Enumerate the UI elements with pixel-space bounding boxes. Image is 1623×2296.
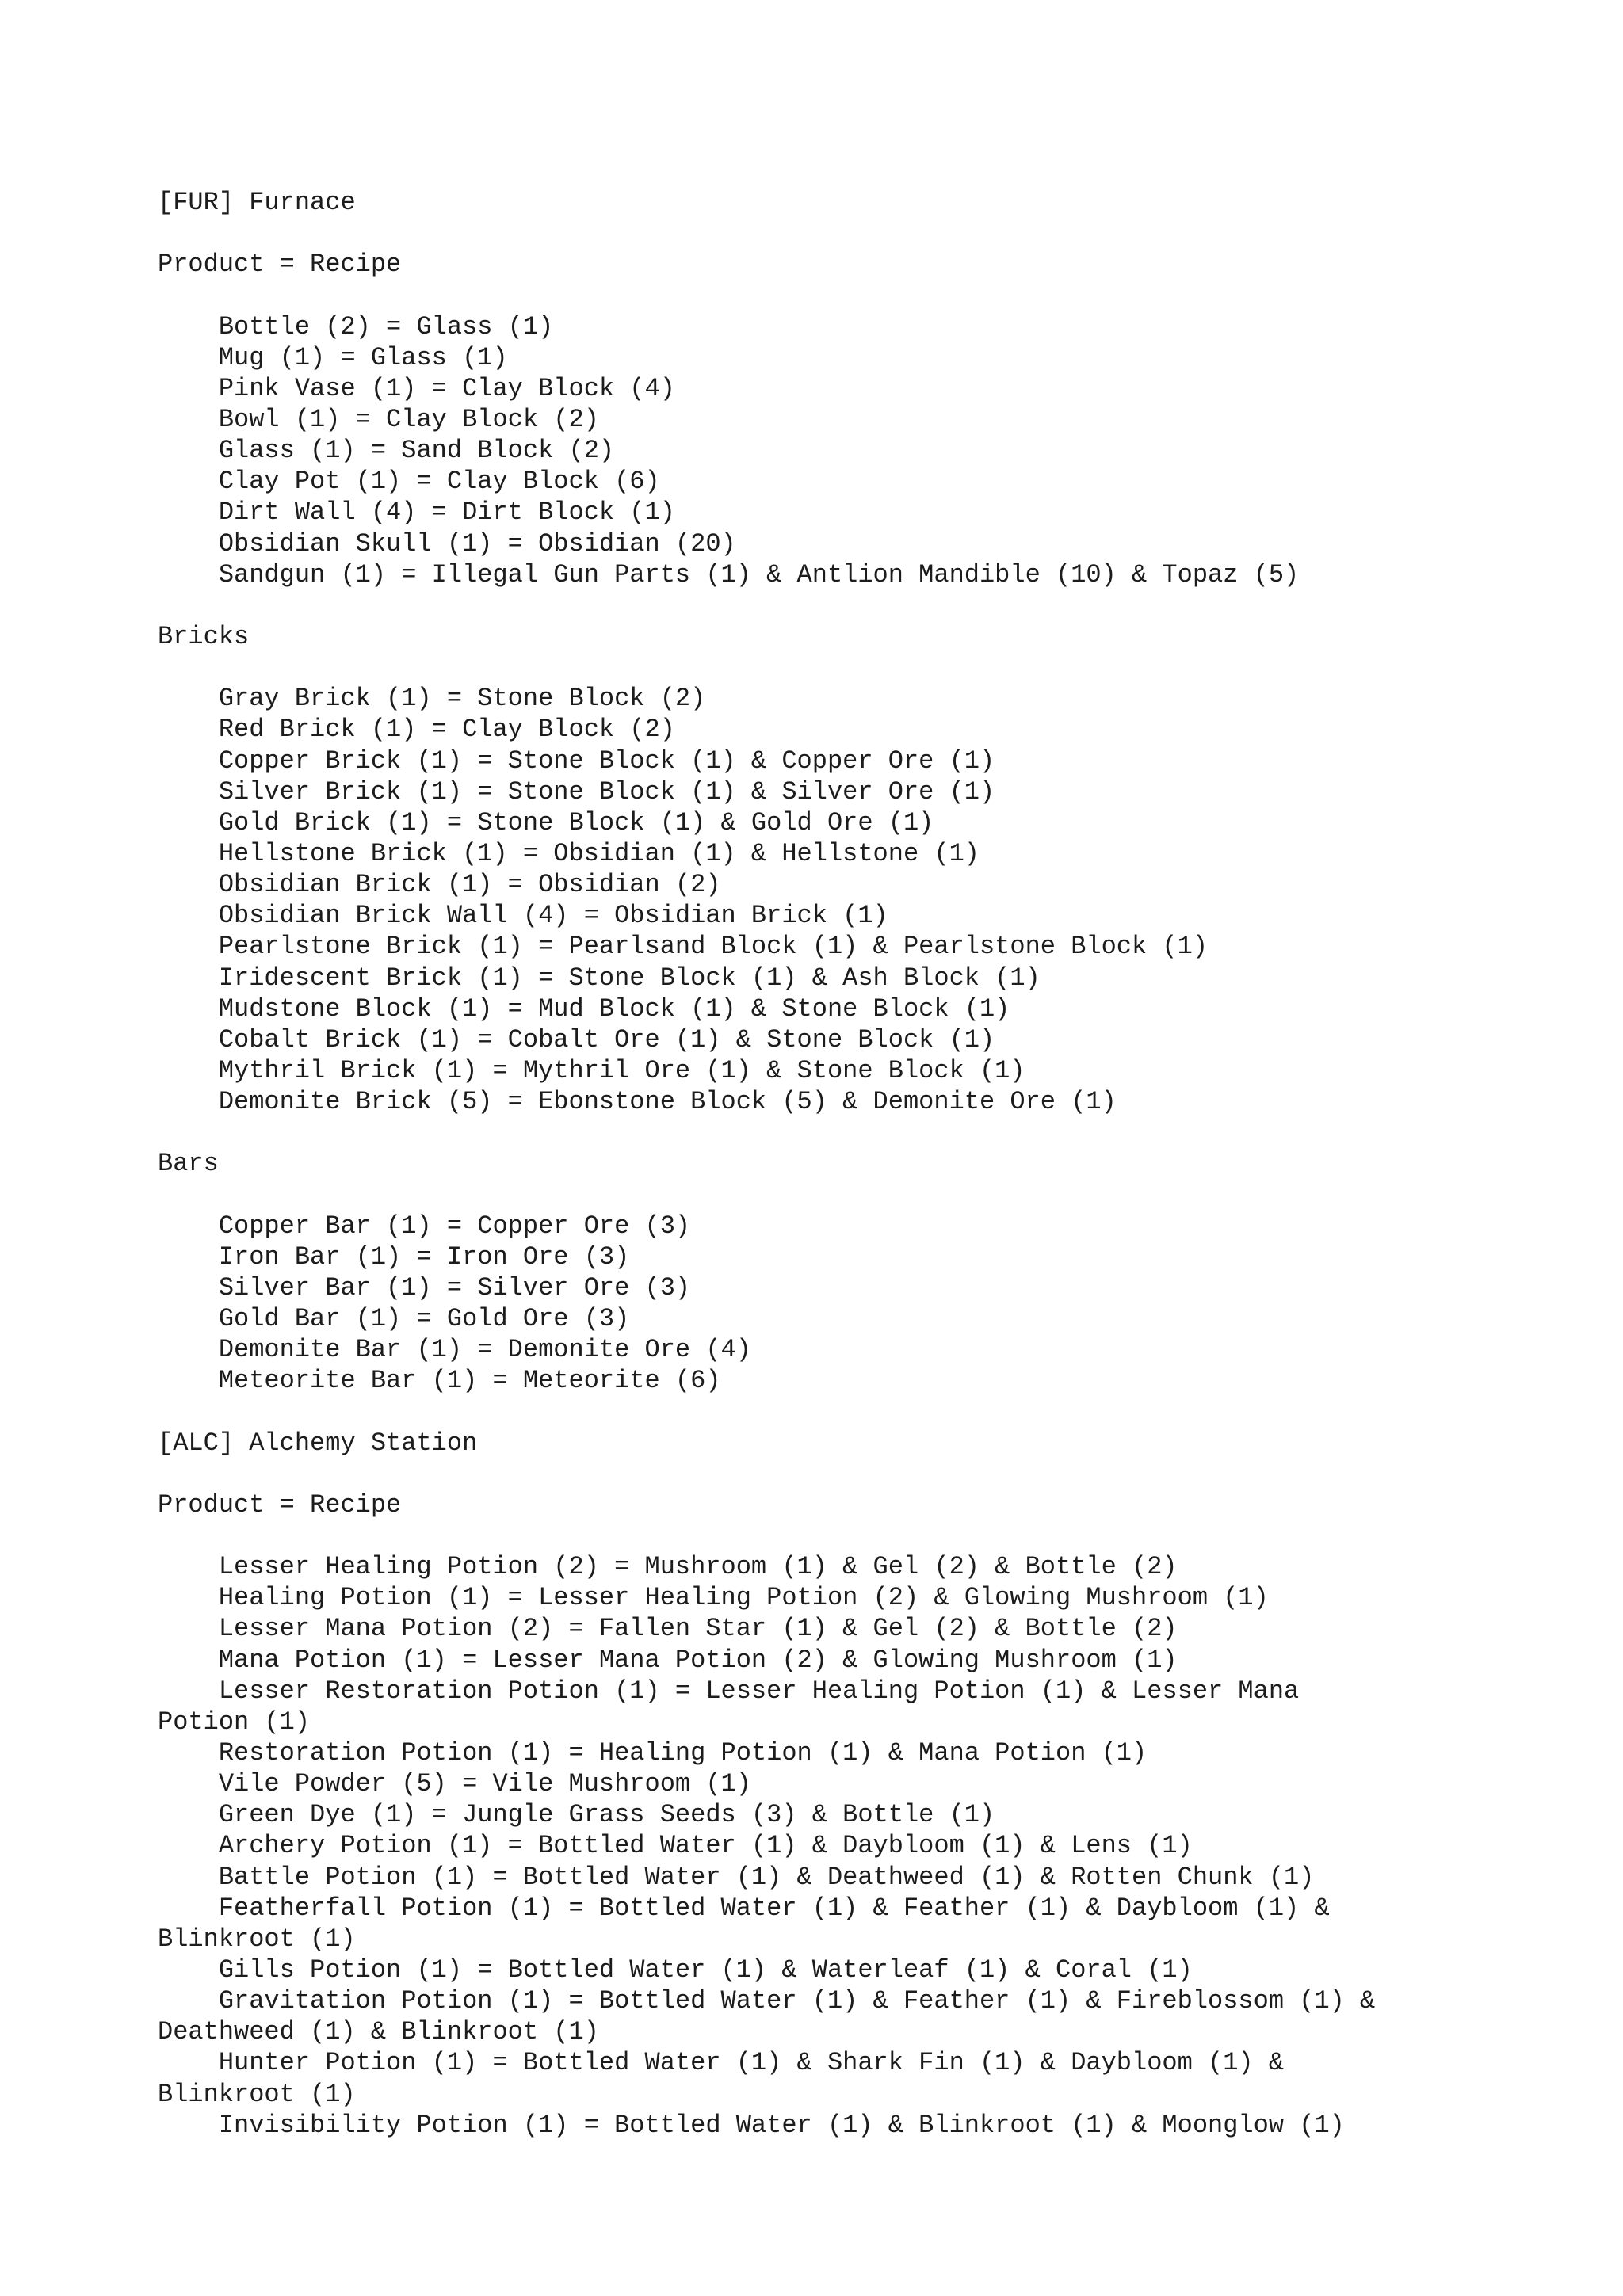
text-line: Pearlstone Brick (1) = Pearlsand Block (1) & Pearlstone Block (1) xyxy=(158,932,1209,962)
text-line: Green Dye (1) = Jungle Grass Seeds (3) & Bottle (1) xyxy=(158,1800,995,1830)
text-line: Lesser Mana Potion (2) = Fallen Star (1) & Gel (2) & Bottle (2) xyxy=(158,1614,1178,1644)
text-line: Battle Potion (1) = Bottled Water (1) & Deathweed (1) & Rotten Chunk (1) xyxy=(158,1862,1315,1892)
text-line: Silver Bar (1) = Silver Ore (3) xyxy=(158,1272,691,1302)
blank-line xyxy=(158,1117,1584,1148)
blank-line xyxy=(158,1180,1584,1211)
text-line: Healing Potion (1) = Lesser Healing Potion (2) & Glowing Mushroom (1) xyxy=(158,1583,1269,1613)
text-line: Product = Recipe xyxy=(158,250,402,280)
text-line: Copper Bar (1) = Copper Ore (3) xyxy=(158,1211,691,1241)
text-line: Gray Brick (1) = Stone Block (2) xyxy=(158,684,706,714)
text-line: Bars xyxy=(158,1149,219,1179)
text-line: Silver Brick (1) = Stone Block (1) & Silver Ore (1) xyxy=(158,776,995,807)
text-line: Lesser Restoration Potion (1) = Lesser Healing Potion (1) & Lesser Mana xyxy=(158,1676,1300,1706)
text-line: Copper Brick (1) = Stone Block (1) & Copper Ore (1) xyxy=(158,746,995,776)
text-line: Lesser Healing Potion (2) = Mushroom (1) & Gel (2) & Bottle (2) xyxy=(158,1552,1178,1582)
text-line: Glass (1) = Sand Block (2) xyxy=(158,436,615,466)
text-line: Mana Potion (1) = Lesser Mana Potion (2) & Glowing Mushroom (1) xyxy=(158,1645,1178,1675)
text-line: Product = Recipe xyxy=(158,1489,402,1520)
text-line: Hellstone Brick (1) = Obsidian (1) & Hellstone (1) xyxy=(158,838,980,868)
text-line: Gold Brick (1) = Stone Block (1) & Gold Ore (1) xyxy=(158,807,934,837)
text-line: Gills Potion (1) = Bottled Water (1) & Waterleaf (1) & Coral (1) xyxy=(158,1955,1193,1985)
text-line: Hunter Potion (1) = Bottled Water (1) & Shark Fin (1) & Daybloom (1) & xyxy=(158,2048,1285,2078)
text-line: Iridescent Brick (1) = Stone Block (1) & Ash Block (1) xyxy=(158,963,1041,993)
text-line: Demonite Bar (1) = Demonite Ore (4) xyxy=(158,1335,751,1365)
text-line: Archery Potion (1) = Bottled Water (1) & Daybloom (1) & Lens (1) xyxy=(158,1831,1193,1861)
text-line: Potion (1) xyxy=(158,1707,311,1737)
text-line: Deathweed (1) & Blinkroot (1) xyxy=(158,2017,599,2047)
text-line: Invisibility Potion (1) = Bottled Water (1) & Blinkroot (1) & Moonglow (1) xyxy=(158,2110,1345,2140)
text-line: Dirt Wall (4) = Dirt Block (1) xyxy=(158,498,675,528)
blank-line xyxy=(158,1396,1584,1427)
text-line: Blinkroot (1) xyxy=(158,2079,356,2109)
text-line: Mug (1) = Glass (1) xyxy=(158,342,508,372)
blank-line xyxy=(158,1520,1584,1551)
text-line: Sandgun (1) = Illegal Gun Parts (1) & Antlion Mandible (10) & Topaz (5) xyxy=(158,559,1300,589)
text-line: Bowl (1) = Clay Block (2) xyxy=(158,404,599,434)
text-line: Demonite Brick (5) = Ebonstone Block (5) & Demonite Ore (1) xyxy=(158,1087,1117,1117)
text-line: Bricks xyxy=(158,621,250,651)
blank-line xyxy=(158,280,1584,311)
text-line: Obsidian Skull (1) = Obsidian (20) xyxy=(158,528,736,559)
text-line: [FUR] Furnace xyxy=(158,188,356,217)
blank-line xyxy=(158,652,1584,683)
text-line: Cobalt Brick (1) = Cobalt Ore (1) & Stone Block (1) xyxy=(158,1024,995,1055)
text-line: Featherfall Potion (1) = Bottled Water (1) & Feather (1) & Daybloom (1) & xyxy=(158,1893,1330,1923)
text-line: Mudstone Block (1) = Mud Block (1) & Stone Block (1) xyxy=(158,994,1010,1024)
text-line: Gold Bar (1) = Gold Ore (3) xyxy=(158,1304,630,1334)
text-line: Iron Bar (1) = Iron Ore (3) xyxy=(158,1241,630,1272)
text-line: Gravitation Potion (1) = Bottled Water (1) & Feather (1) & Fireblossom (1) & xyxy=(158,1986,1376,2016)
text-line: Obsidian Brick Wall (4) = Obsidian Brick (1) xyxy=(158,901,888,931)
text-line: Bottle (2) = Glass (1) xyxy=(158,311,554,341)
blank-line xyxy=(158,590,1584,621)
text-line: Mythril Brick (1) = Mythril Ore (1) & Stone Block (1) xyxy=(158,1055,1025,1085)
blank-line xyxy=(158,1459,1584,1489)
text-line: Restoration Potion (1) = Healing Potion (1) & Mana Potion (1) xyxy=(158,1738,1148,1768)
text-line: Pink Vase (1) = Clay Block (4) xyxy=(158,373,675,403)
text-line: Meteorite Bar (1) = Meteorite (6) xyxy=(158,1366,721,1396)
text-line: Obsidian Brick (1) = Obsidian (2) xyxy=(158,870,721,900)
document-body xyxy=(158,187,1584,2141)
blank-line xyxy=(158,218,1584,249)
text-line: Red Brick (1) = Clay Block (2) xyxy=(158,715,675,745)
text-line: Vile Powder (5) = Vile Mushroom (1) xyxy=(158,1769,751,1799)
text-line: Clay Pot (1) = Clay Block (6) xyxy=(158,467,660,497)
text-line: [ALC] Alchemy Station xyxy=(158,1428,478,1458)
text-line: Blinkroot (1) xyxy=(158,1924,356,1954)
